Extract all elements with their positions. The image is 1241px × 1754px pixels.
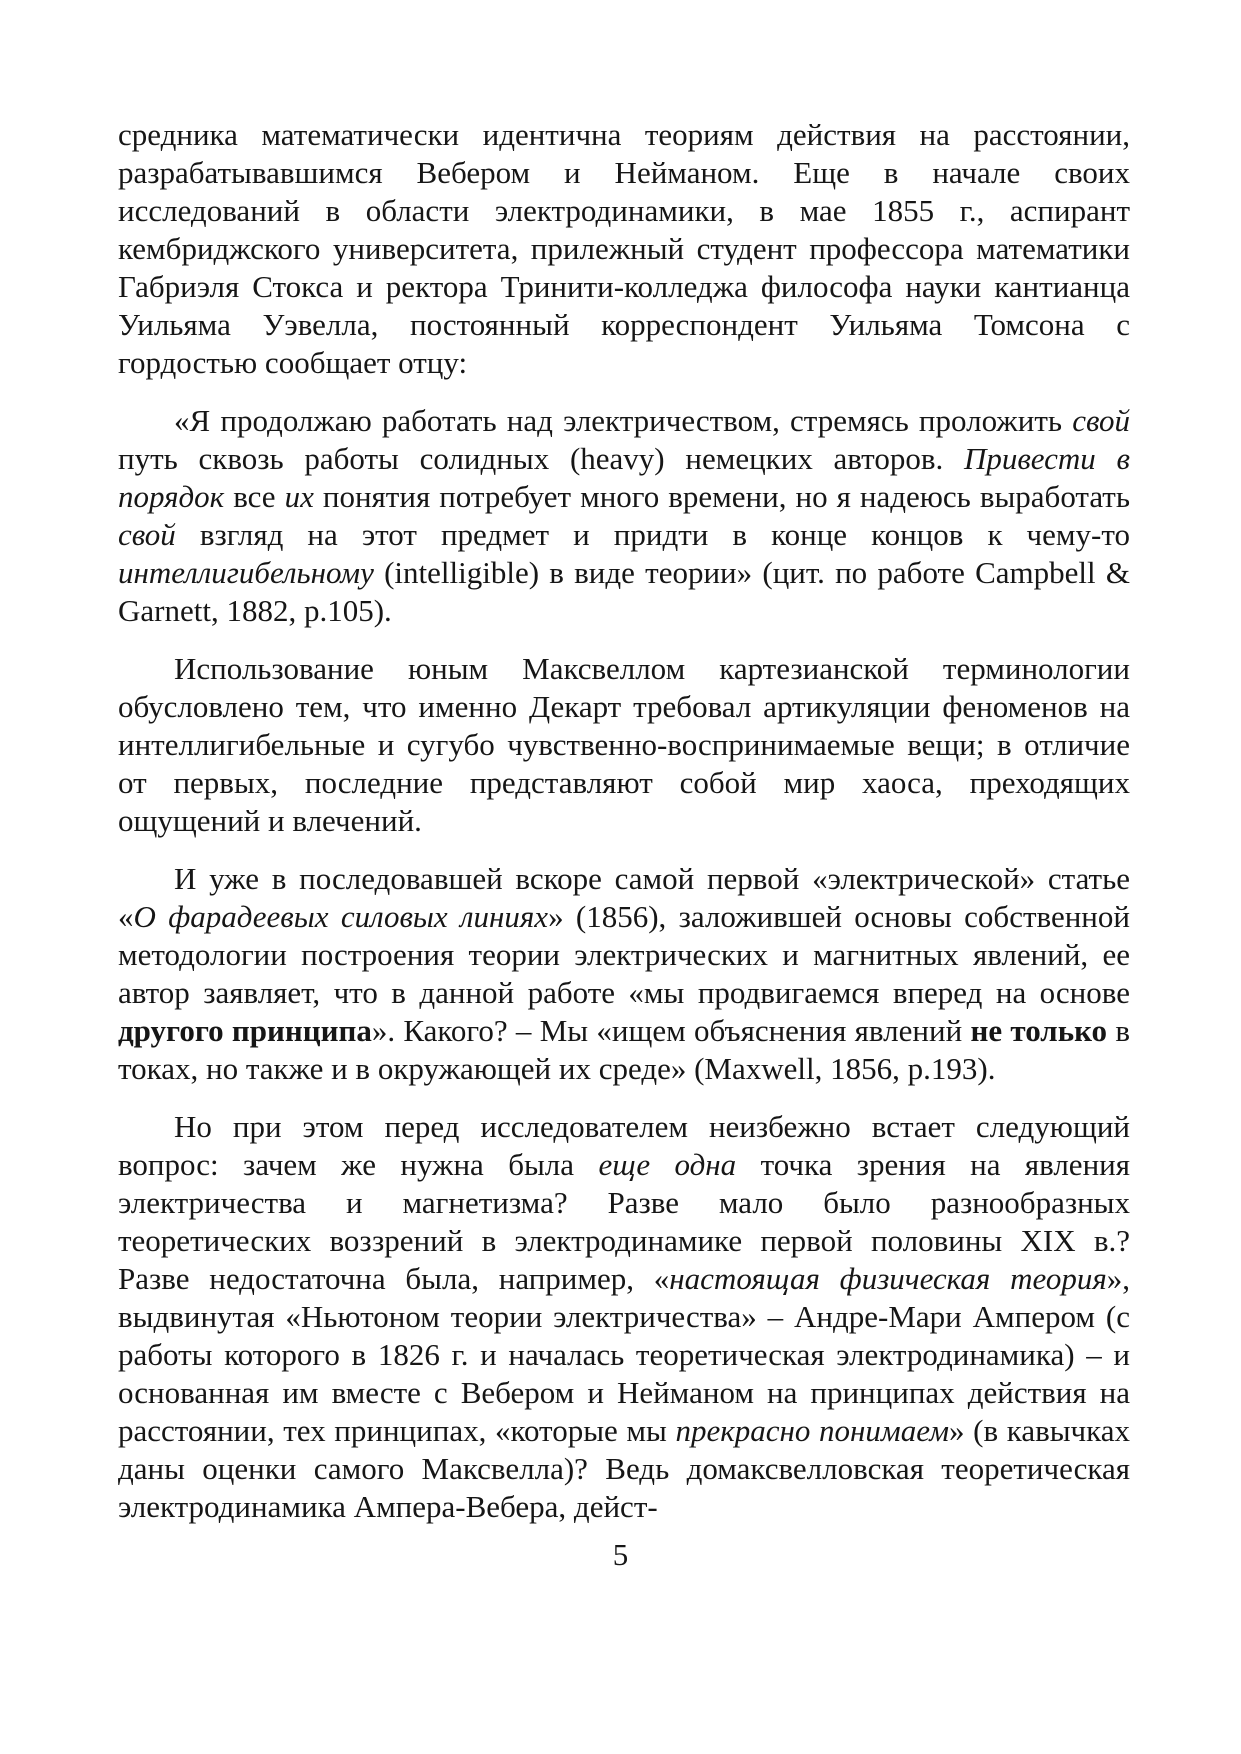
paragraph-5 [118, 1108, 1130, 1526]
p4-seg: И уже в последовавшей вскоре самой первой «электрической» статье « [118, 861, 1130, 934]
p5-seg: » (в кавычках даны оценки самого Максвелла)? Ведь домаксвелловская теоретическая электродинамика Ампера-Вебера, дейст- [118, 1413, 1130, 1524]
p2-seg: (intelligible) в виде теории» (цит. по работе Campbell & Garnett, 1882, p.105). [118, 555, 1130, 628]
page-number: 5 [612, 1537, 629, 1572]
paragraph-1 [118, 116, 1130, 382]
p5-italic: прекрасно понимаем [675, 1413, 949, 1448]
body-text [118, 116, 1130, 1546]
p1-text: средника математически идентична теориям действия на расстоянии, разрабатывавшимся Вебером и Нейманом. Еще в начале своих исследований в области электродинамики, в мае 1855 г., аспирант кембриджского университета, прилежный студент профессора математики Габриэля Стокса и ректора Тринити-колледжа философа науки кантианца Уильяма Уэвелла, постоянный корреспондент Уильяма Томсона с гордостью сообщает отцу: [118, 117, 1130, 380]
p4-seg: в токах, но также и в окружающей их среде» (Maxwell, 1856, p.193). [118, 1013, 1130, 1086]
p4-bold: не только [970, 1013, 1108, 1048]
p2-seg: «Я продолжаю работать над электричеством, стремясь проложить [174, 403, 1073, 438]
p5-seg: точка зрения на явления электричества и магнетизма? Разве мало было разнообразных теоретических воззрений в электродинамике первой половины XIX в.? Разве недостаточна была, например, « [118, 1147, 1131, 1296]
p5-italic: еще одна [598, 1147, 737, 1182]
p2-italic: Привести в порядок [118, 441, 1130, 514]
p4-seg: » (1856), заложившей основы собственной методологии построения теории электрических и магнитных явлений, ее автор заявляет, что в данной работе «мы продвигаемся вперед на основе [118, 899, 1130, 1010]
p2-seg: путь сквозь работы солидных (heavy) немецких авторов. [118, 441, 964, 476]
p2-seg: взгляд на этот предмет и придти в конце концов к чему-то [175, 517, 1130, 552]
p2-seg: все [224, 479, 285, 514]
p4-bold: другого принципа [118, 1013, 372, 1048]
p2-seg: понятия потребует много времени, но я надеюсь выработать [313, 479, 1130, 514]
p2-italic: свой [118, 517, 176, 552]
p5-italic: настоящая физическая теория [669, 1261, 1107, 1296]
p2-italic: их [284, 479, 314, 514]
p4-seg: ». Какого? – Мы «ищем объяснения явлений [371, 1013, 971, 1048]
p2-italic: свой [1072, 403, 1130, 438]
paragraph-3 [118, 650, 1130, 840]
paragraph-2-quote [118, 402, 1130, 630]
p3-text: Использование юным Максвеллом картезианской терминологии обусловлено тем, что именно Декарт требовал артикуляции феноменов на интеллигибельные и сугубо чувственно-воспринимаемые вещи; в отличие от первых, последние представляют собой мир хаоса, преходящих ощущений и влечений. [118, 651, 1130, 838]
p5-seg: », выдвинутая «Ньютоном теории электричества» – Андре-Мари Ампером (с работы которого в 1826 г. и началась теоретическая электродинамика) – и основанная им вместе с Вебером и Нейманом на принципах действия на расстоянии, тех принципах, «которые мы [118, 1261, 1130, 1448]
p4-italic: О фарадеевых силовых линиях [133, 899, 549, 934]
paragraph-4 [118, 860, 1130, 1088]
p2-italic: интеллигибельному [118, 555, 374, 590]
p5-seg: Но при этом перед исследователем неизбежно встает следующий вопрос: зачем же нужна была [118, 1109, 1130, 1182]
